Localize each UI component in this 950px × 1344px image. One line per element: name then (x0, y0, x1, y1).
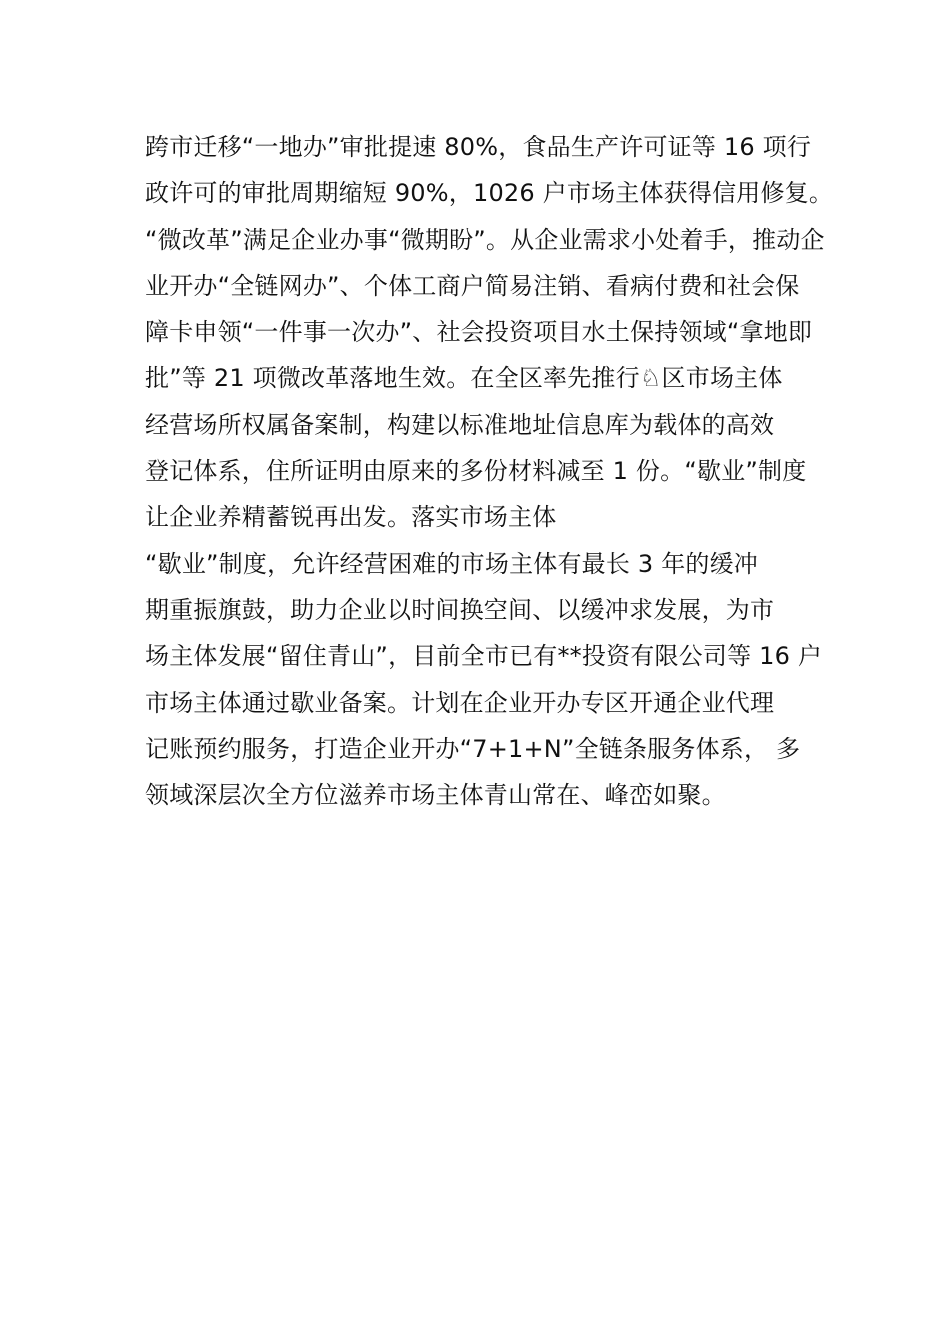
text-line: 场主体发展“留住青山”，目前全市已有**投资有限公司等 16 户 (145, 642, 823, 671)
text-line: 障卡申领“一件事一次办”、社会投资项目水土保持领域“拿地即 (145, 318, 813, 347)
text-line: 让企业养精蓄锐再出发。落实市场主体 (145, 503, 557, 532)
text-line: 批”等 21 项微改革落地生效。在全区率先推行♘区市场主体 (145, 364, 783, 393)
text-line: 市场主体通过歇业备案。计划在企业开办专区开通企业代理 (145, 688, 775, 717)
text-line: 期重振旗鼓，助力企业以时间换空间、以缓冲求发展，为市 (145, 595, 775, 624)
text-line: 经营场所权属备案制，构建以标准地址信息库为载体的高效 (145, 410, 775, 439)
text-line: 业开办“全链网办”、个体工商户简易注销、看病付费和社会保 (145, 271, 800, 300)
text-line: 跨市迁移“一地办”审批提速 80%，食品生产许可证等 16 项行 (145, 133, 812, 161)
text-line: “歇业”制度，允许经营困难的市场主体有最长 3 年的缓冲 (145, 549, 758, 578)
text-line: 政许可的审批周期缩短 90%，1026 户市场主体获得信用修复。 (145, 179, 834, 208)
text-line: 登记体系，住所证明由原来的多份材料减至 1 份。“歇业”制度 (145, 457, 807, 486)
body-paragraph (145, 124, 834, 818)
text-line: “微改革”满足企业办事“微期盼”。从企业需求小处着手，推动企 (145, 225, 825, 254)
text-line: 记账预约服务，打造企业开办“7+1+N”全链条服务体系， 多 (145, 734, 801, 763)
text-line: 领域深层次全方位滋养市场主体青山常在、峰峦如聚。 (145, 781, 726, 810)
